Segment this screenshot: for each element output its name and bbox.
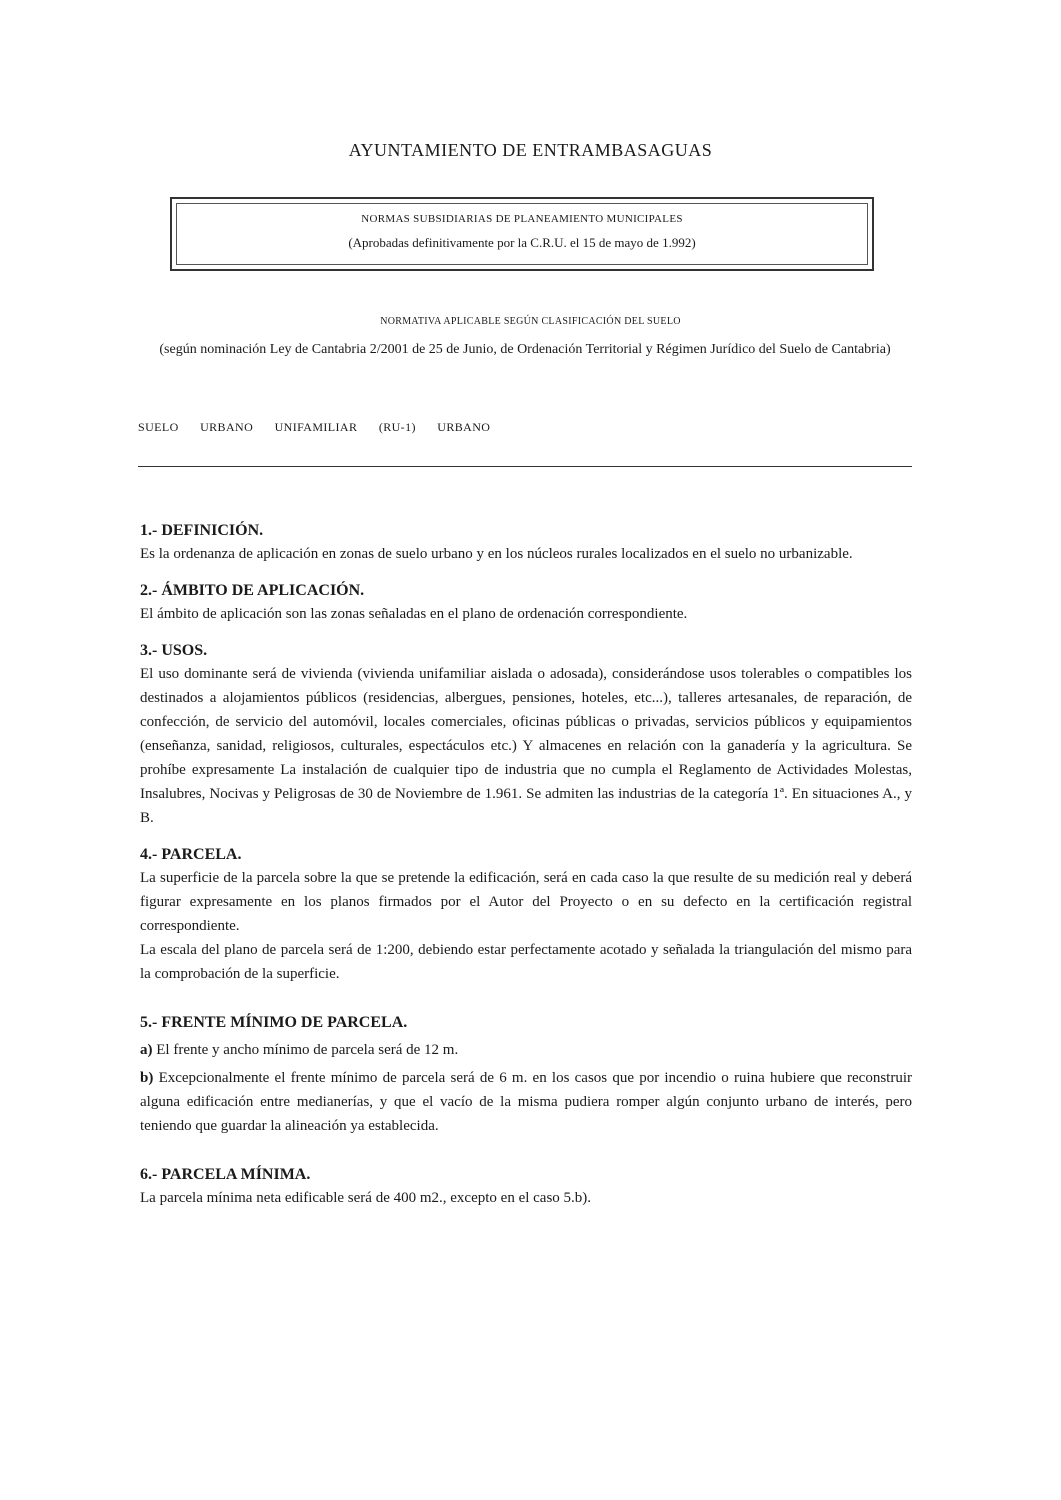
option-text: El frente y ancho mínimo de parcela será de 12 m. [156, 1042, 459, 1058]
section-title: 6.- PARCELA MÍNIMA. [140, 1166, 311, 1183]
regulation-box-title: NORMAS SUBSIDIARIAS DE PLANEAMIENTO MUNICIPALES [361, 213, 683, 225]
option-label: a) [140, 1042, 153, 1058]
divider [138, 466, 912, 467]
classification-code: (RU-1) [378, 420, 416, 434]
section-parcela [140, 844, 912, 986]
section-definicion [140, 520, 912, 566]
option-b [140, 1066, 912, 1138]
option-text: Excepcionalmente el frente mínimo de parcela será de 6 m. en los casos que por incendio o ruina hubiere que reconstruir alguna edificación entre medianerías, y que el vacío de la misma pudiera romper algún conjunto urbano de interés, pero teniendo que guardar la alineación ya establecida. [140, 1070, 913, 1134]
section-usos [140, 640, 912, 830]
section-body: Es la ordenanza de aplicación en zonas de suelo urbano y en los núcleos rurales localizados en el suelo no urbanizable. [140, 546, 853, 562]
section-title: 4.- PARCELA. [140, 846, 242, 863]
section-body: El ámbito de aplicación son las zonas señaladas en el plano de ordenación correspondiente. [140, 606, 688, 622]
soil-classification [138, 420, 918, 435]
section-body: La escala del plano de parcela será de 1:200, debiendo estar perfectamente acotado y señalada la triangulación del mismo para la comprobación de la superficie. [140, 942, 912, 982]
section-body: La parcela mínima neta edificable será de 400 m2., excepto en el caso 5.b). [140, 1190, 592, 1206]
section-ambito [140, 580, 912, 626]
regulation-box [170, 197, 874, 271]
section-title: 2.- ÁMBITO DE APLICACIÓN. [140, 582, 365, 599]
municipality-title: AYUNTAMIENTO DE ENTRAMBASAGUAS [348, 140, 713, 160]
option-label: b) [140, 1070, 154, 1086]
normativa-subtitle: (según nominación Ley de Cantabria 2/2001 de 25 de Junio, de Ordenación Territorial y Régimen Jurídico del Suelo de Cantabria) [159, 342, 891, 357]
option-a [140, 1038, 912, 1062]
section-parcela-minima [140, 1164, 912, 1210]
regulation-box-approval: (Aprobadas definitivamente por la C.R.U. el 15 de mayo de 1.992) [348, 235, 696, 250]
section-title: 3.- USOS. [140, 642, 208, 659]
section-title: 5.- FRENTE MÍNIMO DE PARCELA. [140, 1014, 408, 1031]
section-title: 1.- DEFINICIÓN. [140, 522, 264, 539]
section-frente-minimo [140, 1012, 912, 1138]
classification-word: UNIFAMILIAR [274, 420, 358, 434]
classification-word: URBANO [200, 420, 254, 434]
normativa-heading: NORMATIVA APLICABLE SEGÚN CLASIFICACIÓN DEL SUELO [380, 316, 681, 327]
section-body: La superficie de la parcela sobre la que se pretende la edificación, será en cada caso la que resulte de su medición real y deberá figurar expresamente en los planos firmados por el Autor del Proyecto o en su defecto en la certificación registral correspondiente. [140, 870, 912, 934]
ordinance-content [140, 520, 912, 1216]
classification-word: URBANO [437, 420, 491, 434]
classification-word: SUELO [138, 420, 179, 434]
section-body: El uso dominante será de vivienda (vivienda unifamiliar aislada o adosada), considerándose usos tolerables o compatibles los destinados a alojamientos públicos (residencias, albergues, pensiones, hoteles, etc...), talleres artesanales, de reparación, de confección, de servicio del automóvil, locales comerciales, oficinas públicas o privadas, servicios públicos y equipamientos (enseñanza, sanidad, religiosos, culturales, espectáculos etc.) Y almacenes en relación con la ganadería y la agricultura. Se prohíbe expresamente La instalación de cualquier tipo de industria que no cumpla el Reglamento de Actividades Molestas, Insalubres, Nocivas y Peligrosas de 30 de Noviembre de 1.961. Se admiten las industrias de la categoría 1ª. En situaciones A., y B. [140, 666, 912, 826]
